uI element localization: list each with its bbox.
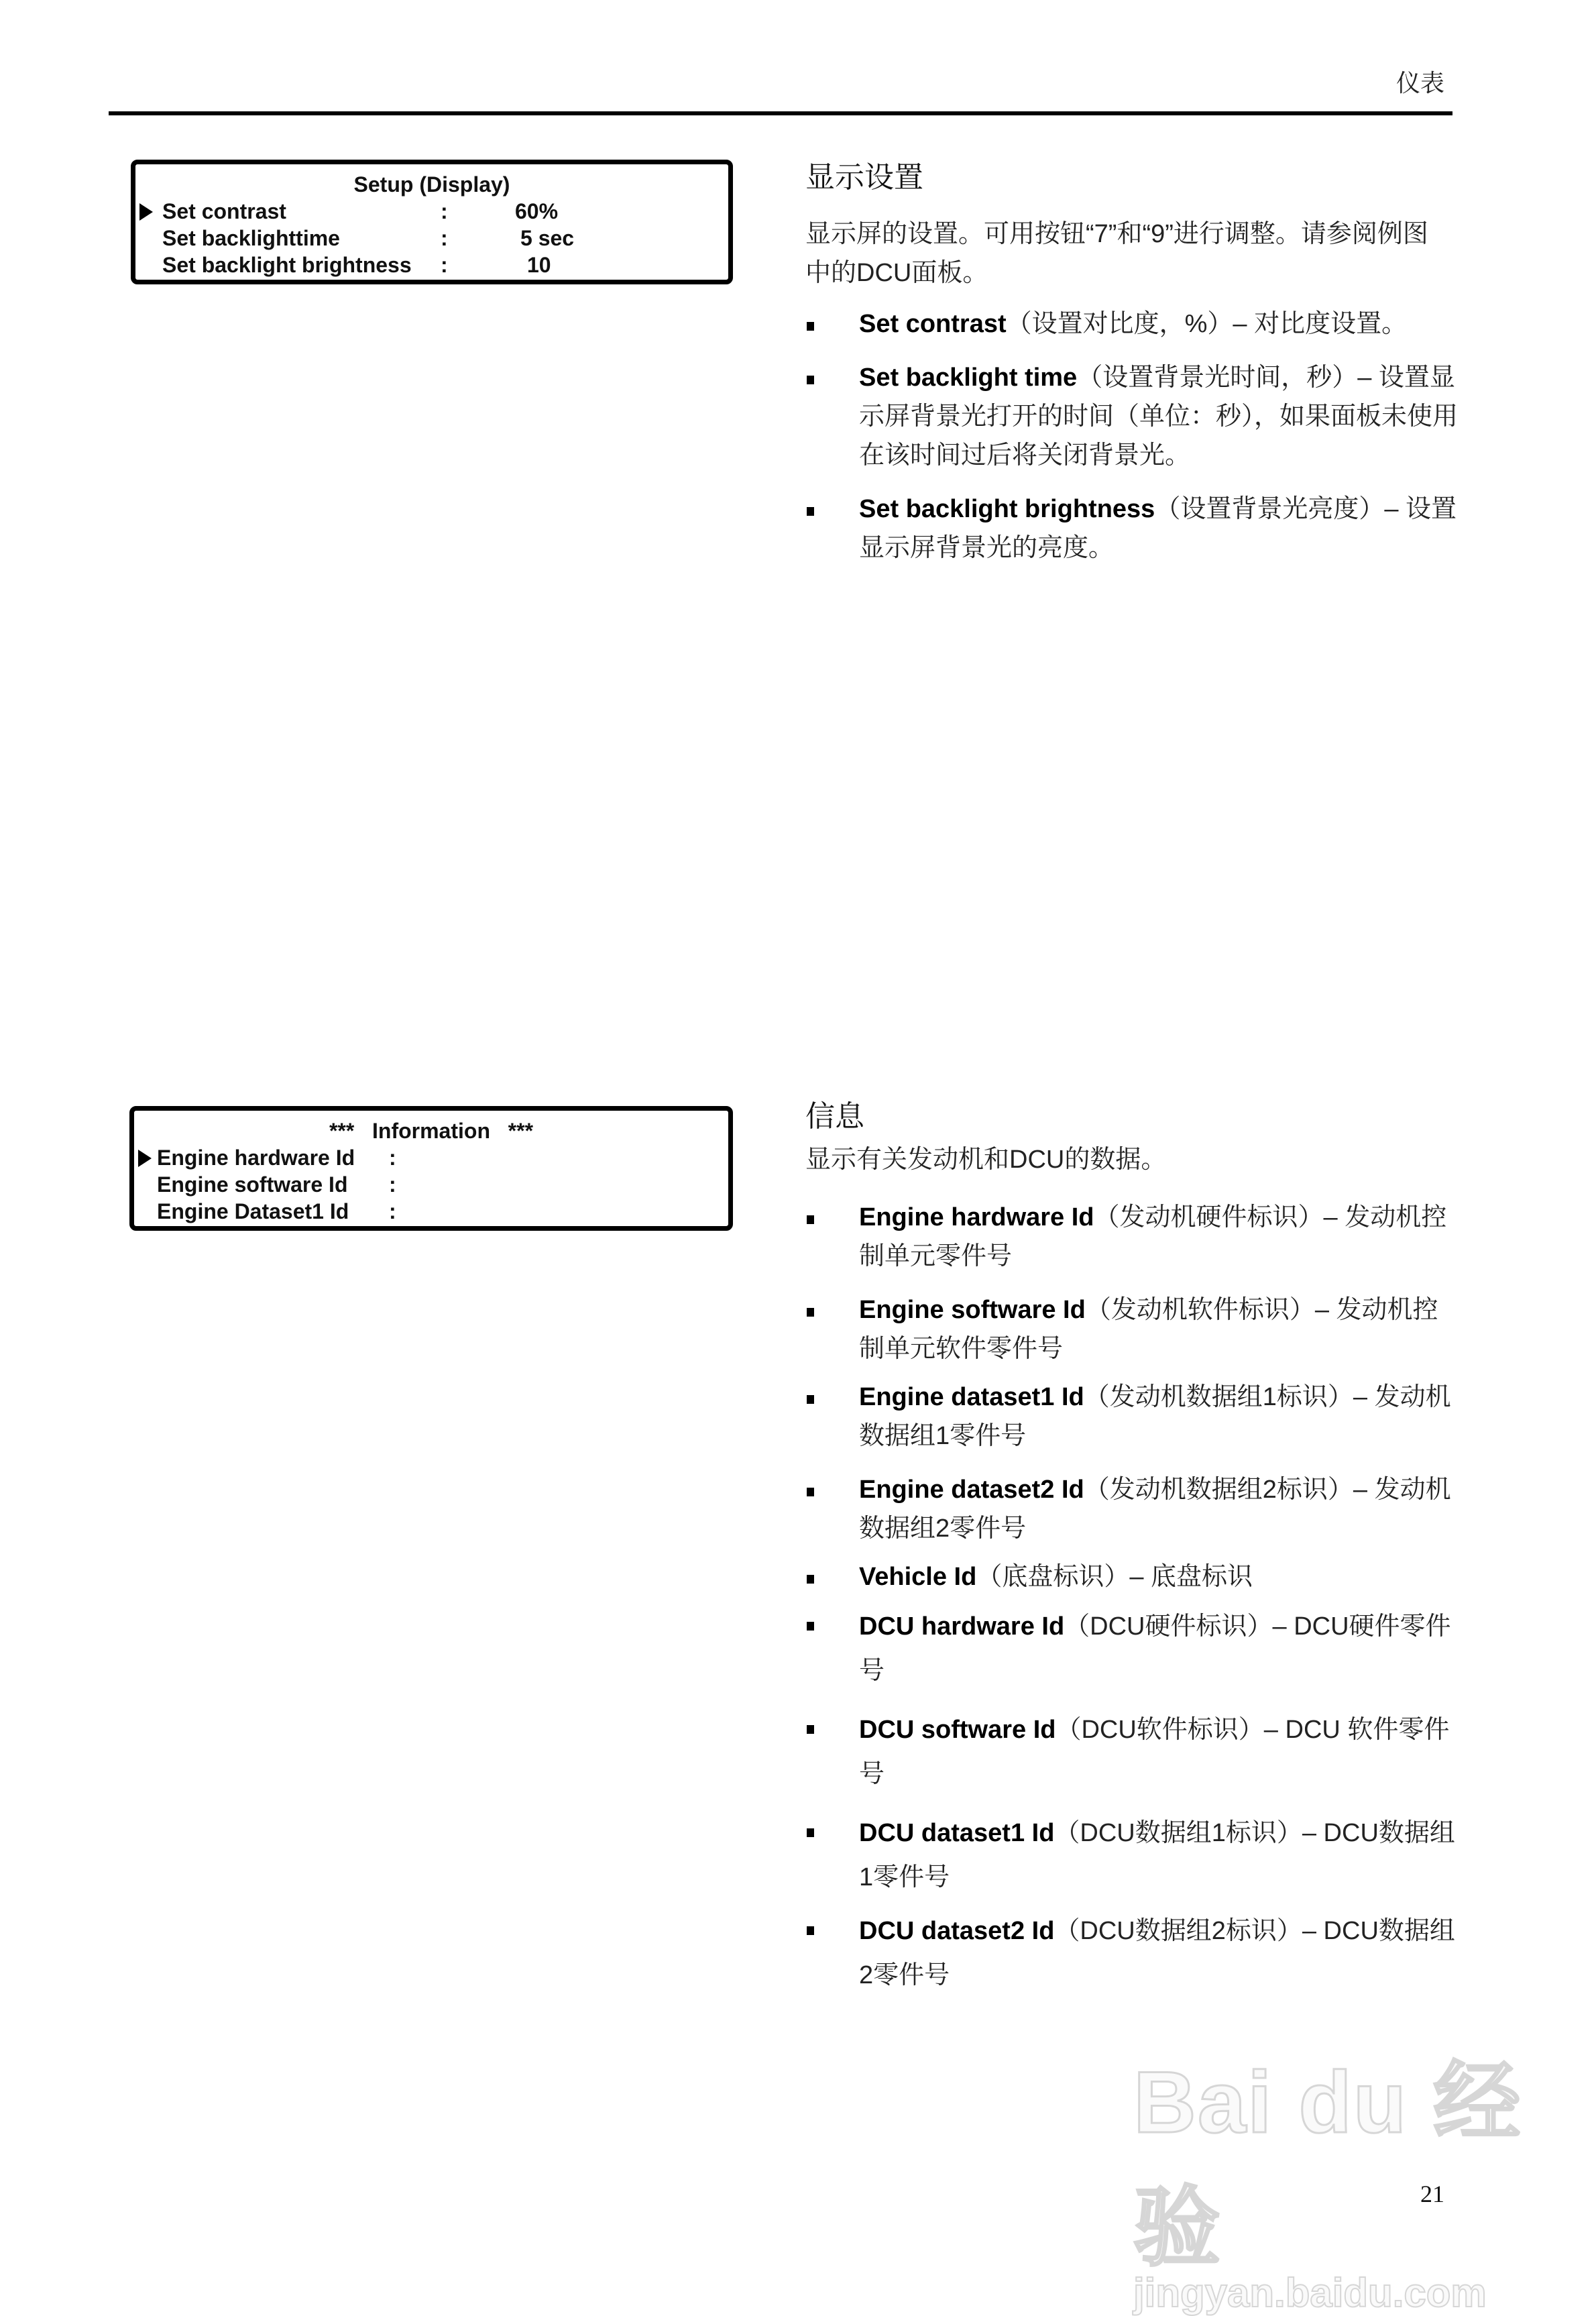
bullet-icon: [807, 1926, 814, 1935]
baidu-watermark: [1133, 2032, 1596, 2316]
item-desc: （设置背景光亮度）– 设置显示屏背景光的亮度。: [859, 495, 1457, 562]
row-value: 60%: [515, 199, 559, 223]
running-header: 仪表: [1396, 69, 1445, 97]
section-heading: 显示设置: [805, 161, 923, 194]
bullet-icon: [807, 1308, 814, 1317]
item-term: Engine hardware Id: [859, 1203, 1094, 1231]
row-separator: :: [389, 1172, 396, 1197]
panel-row: [135, 198, 728, 225]
list-item: [805, 1604, 1463, 1693]
panel-row: [134, 1198, 728, 1225]
row-label: Set contrast: [162, 199, 286, 223]
information-panel: [129, 1106, 733, 1231]
item-desc: （DCU数据组2标识）– DCU数据组2零件号: [859, 1917, 1455, 1989]
header-rule: [109, 111, 1452, 115]
section-intro: 显示有关发动机和DCU的数据。: [805, 1146, 1167, 1174]
row-label: Engine software Id: [157, 1172, 348, 1197]
row-label: Engine Dataset1 Id: [157, 1199, 349, 1223]
bullet-icon: [807, 1828, 814, 1837]
item-term: Engine dataset2 Id: [859, 1476, 1084, 1504]
item-desc: （发动机数据组1标识）– 发动机数据组1零件号: [859, 1383, 1451, 1450]
bullet-icon: [807, 1575, 814, 1584]
row-separator: :: [441, 226, 448, 250]
list-item: [805, 1290, 1463, 1368]
panel-title: *** Information ***: [329, 1119, 534, 1143]
row-label: Set backlight brightness: [162, 253, 412, 277]
panel-row: [135, 252, 728, 278]
list-item: [805, 1708, 1463, 1796]
item-term: Set contrast: [859, 310, 1007, 338]
list-item: [805, 1557, 1463, 1596]
item-desc: （设置对比度，%）– 对比度设置。: [1006, 310, 1408, 338]
bullet-icon: [807, 1622, 814, 1631]
row-separator: :: [389, 1146, 396, 1170]
row-separator: :: [441, 199, 448, 223]
list-item: [805, 1198, 1463, 1276]
display-settings-section: [805, 153, 1463, 567]
item-desc: （底盘标识）– 底盘标识: [976, 1563, 1253, 1591]
list-item: [805, 1811, 1463, 1899]
list-item: [805, 1909, 1463, 1997]
section-heading: 信息: [805, 1100, 864, 1133]
watermark-url: jingyan.baidu.com: [1133, 2270, 1487, 2315]
item-term: Engine dataset1 Id: [859, 1383, 1084, 1411]
item-term: Engine software Id: [859, 1296, 1086, 1324]
row-value: 5 sec: [520, 226, 575, 250]
panel-row: [135, 225, 728, 252]
information-section: [805, 1092, 1463, 1997]
bullet-icon: [807, 1725, 814, 1734]
display-setup-panel: [131, 160, 733, 284]
panel-row: [134, 1144, 728, 1171]
item-desc: （发动机数据组2标识）– 发动机数据组2零件号: [859, 1476, 1451, 1543]
list-item: [805, 305, 1463, 343]
item-term: Set backlight time: [859, 364, 1078, 392]
panel-title: Setup (Display): [353, 172, 510, 197]
section-intro: 显示屏的设置。可用按钮“7”和“9”进行调整。请参阅例图中的DCU面板。: [805, 220, 1428, 287]
item-desc: （设置背景光时间，秒）– 设置显示屏背景光打开的时间（单位：秒），如果面板未使用在该时间过后将关闭背景光。: [859, 364, 1459, 470]
row-value: 10: [527, 253, 551, 277]
item-term: Set backlight brightness: [859, 495, 1155, 523]
bullet-icon: [807, 376, 814, 384]
panel-row: [134, 1171, 728, 1198]
list-item: [805, 358, 1463, 475]
row-separator: :: [389, 1199, 396, 1223]
item-term: Vehicle Id: [859, 1563, 977, 1591]
selection-cursor-icon: [139, 203, 153, 221]
bullet-icon: [807, 322, 814, 331]
bullet-icon: [807, 1215, 814, 1224]
list-item: [805, 490, 1463, 567]
item-desc: （发动机软件标识）– 发动机控制单元软件零件号: [859, 1296, 1438, 1363]
item-term: DCU software Id: [859, 1716, 1056, 1744]
settings-list: [805, 305, 1463, 567]
list-item: [805, 1470, 1463, 1548]
page-number: 21: [1420, 2181, 1444, 2207]
item-term: DCU hardware Id: [859, 1612, 1065, 1641]
item-desc: （DCU软件标识）– DCU 软件零件号: [859, 1716, 1450, 1788]
bullet-icon: [807, 1395, 814, 1404]
item-desc: （发动机硬件标识）– 发动机控制单元零件号: [859, 1203, 1447, 1270]
row-label: Engine hardware Id: [157, 1146, 355, 1170]
bullet-icon: [807, 1488, 814, 1496]
watermark-logo-text: Bai du 经验: [1133, 2053, 1522, 2276]
row-separator: :: [441, 253, 448, 277]
item-term: DCU dataset1 Id: [859, 1819, 1055, 1847]
selection-cursor-icon: [138, 1150, 152, 1167]
info-list: [805, 1198, 1463, 1997]
list-item: [805, 1378, 1463, 1455]
row-label: Set backlighttime: [162, 226, 340, 250]
item-desc: （DCU数据组1标识）– DCU数据组1零件号: [859, 1819, 1455, 1891]
bullet-icon: [807, 507, 814, 516]
item-desc: （DCU硬件标识）– DCU硬件零件号: [859, 1612, 1451, 1685]
item-term: DCU dataset2 Id: [859, 1917, 1055, 1945]
